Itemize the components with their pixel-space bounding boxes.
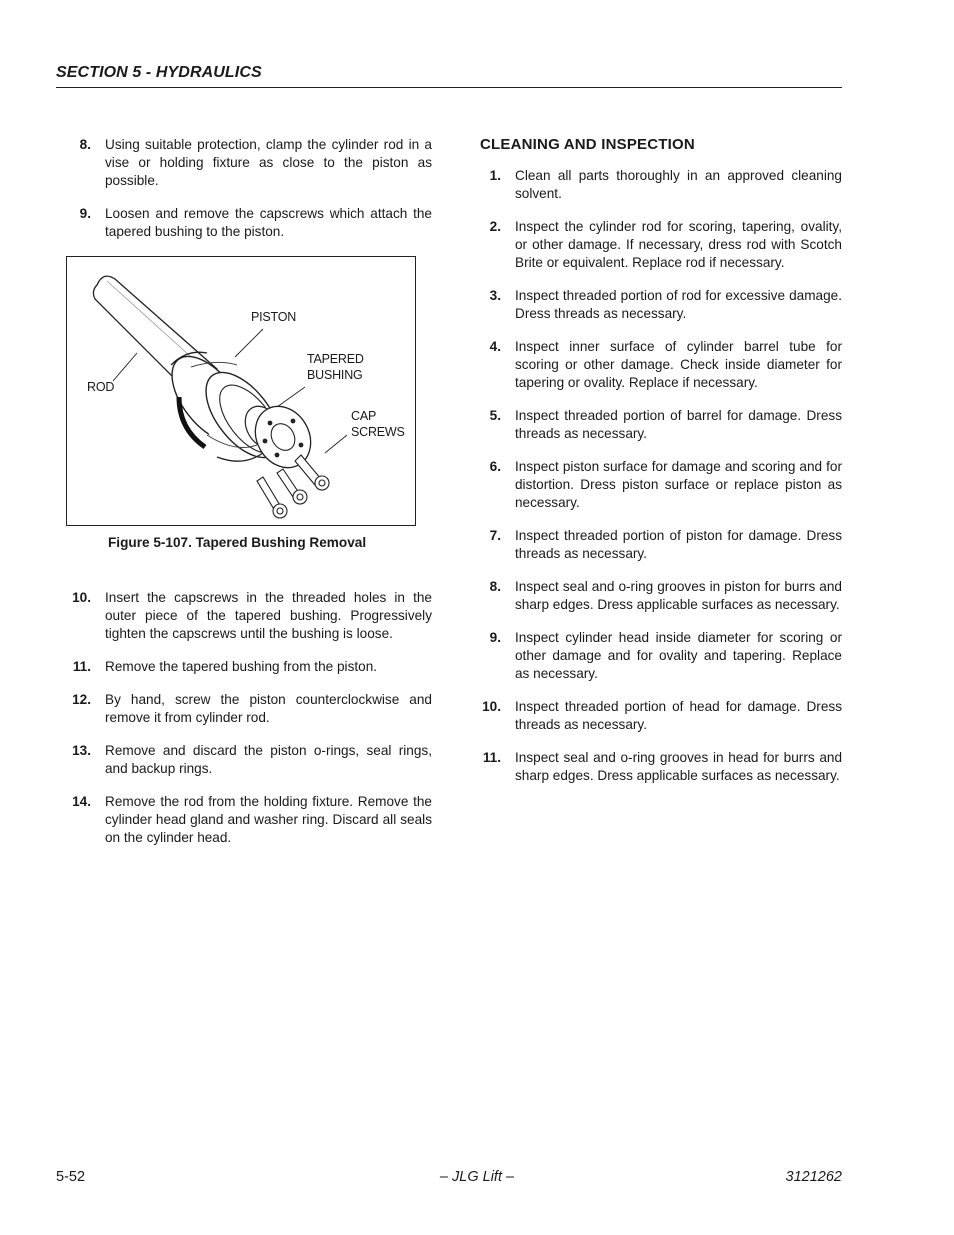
step-11 xyxy=(66,658,432,676)
step-text: Inspect piston surface for damage and scoring and for distortion. Dress piston surface or replace piston as necessary. xyxy=(515,459,842,510)
step-number: 1. xyxy=(489,168,501,183)
step-text: Remove and discard the piston o-rings, seal rings, and backup rings. xyxy=(105,743,432,776)
step-text: Remove the rod from the holding fixture. Remove the cylinder head gland and washer ring. Discard all seals on the cylinder head. xyxy=(105,794,432,845)
label-bushing: BUSHING xyxy=(307,368,363,382)
label-tapered: TAPERED xyxy=(307,352,364,366)
label-rod: ROD xyxy=(87,380,115,394)
inspect-step-7 xyxy=(480,527,842,563)
step-number: 11. xyxy=(482,750,501,765)
step-number: 8. xyxy=(79,137,91,152)
footer-brand: – JLG Lift – xyxy=(439,1169,515,1185)
inspect-step-4 xyxy=(480,338,842,392)
step-number: 11. xyxy=(72,659,91,674)
figure-tapered-bushing xyxy=(66,256,416,526)
left-column xyxy=(66,136,432,862)
step-number: 8. xyxy=(489,579,501,594)
step-text: Inspect threaded portion of head for damage. Dress threads as necessary. xyxy=(515,699,842,732)
step-text: Insert the capscrews in the threaded holes in the outer piece of the tapered bushing. Progressively tighten the capscrews until the bushing is loose. xyxy=(105,590,432,641)
step-number: 3. xyxy=(489,288,501,303)
step-text: Inspect threaded portion of piston for damage. Dress threads as necessary. xyxy=(515,528,842,561)
inspect-step-5 xyxy=(480,407,842,443)
cleaning-inspection-heading: CLEANING AND INSPECTION xyxy=(480,136,695,153)
step-number: 7. xyxy=(489,528,501,543)
step-number: 10. xyxy=(72,590,91,605)
step-9 xyxy=(66,205,432,241)
document-number: 3121262 xyxy=(785,1169,842,1185)
step-number: 5. xyxy=(489,408,501,423)
inspect-step-6 xyxy=(480,458,842,512)
step-number: 10. xyxy=(482,699,501,714)
right-column xyxy=(480,136,842,800)
step-number: 14. xyxy=(72,794,91,809)
inspect-step-8 xyxy=(480,578,842,614)
label-cap: CAP xyxy=(351,409,377,423)
step-text: Inspect the cylinder rod for scoring, tapering, ovality, or other damage. If necessary, dress rod with Scotch Brite or equivalent. Replace rod if necessary. xyxy=(515,219,842,270)
step-number: 6. xyxy=(489,459,501,474)
step-14 xyxy=(66,793,432,847)
step-10 xyxy=(66,589,432,643)
step-text: Inspect threaded portion of rod for excessive damage. Dress threads as necessary. xyxy=(515,288,842,321)
step-text: Inspect inner surface of cylinder barrel tube for scoring or other damage. Check inside diameter for tapering or ovality. Replace if necessary. xyxy=(515,339,842,390)
step-text: Inspect seal and o-ring grooves in piston for burrs and sharp edges. Dress applicable surfaces as necessary. xyxy=(515,579,842,612)
step-text: Clean all parts thoroughly in an approved cleaning solvent. xyxy=(515,168,842,201)
inspect-step-11 xyxy=(480,749,842,785)
tapered-bushing-illustration xyxy=(67,257,417,527)
step-number: 9. xyxy=(489,630,501,645)
step-8 xyxy=(66,136,432,190)
step-text: Remove the tapered bushing from the piston. xyxy=(105,659,378,674)
step-13 xyxy=(66,742,432,778)
label-piston: PISTON xyxy=(251,310,297,324)
inspect-step-3 xyxy=(480,287,842,323)
step-text: Loosen and remove the capscrews which attach the tapered bushing to the piston. xyxy=(105,206,432,239)
page-header xyxy=(56,64,842,88)
section-title: SECTION 5 - HYDRAULICS xyxy=(56,64,262,81)
label-screws: SCREWS xyxy=(351,425,405,439)
figure-caption: Figure 5-107. Tapered Bushing Removal xyxy=(108,535,367,550)
step-text: Inspect threaded portion of barrel for damage. Dress threads as necessary. xyxy=(515,408,842,441)
step-12 xyxy=(66,691,432,727)
step-number: 13. xyxy=(72,743,91,758)
step-number: 2. xyxy=(489,219,501,234)
step-text: By hand, screw the piston counterclockwise and remove it from cylinder rod. xyxy=(105,692,432,725)
step-text: Inspect cylinder head inside diameter for scoring or other damage and for ovality and tapering. Replace as necessary. xyxy=(515,630,842,681)
inspect-step-1 xyxy=(480,167,842,203)
step-number: 12. xyxy=(72,692,91,707)
step-number: 4. xyxy=(489,339,501,354)
inspect-step-10 xyxy=(480,698,842,734)
step-text: Inspect seal and o-ring grooves in head for burrs and sharp edges. Dress applicable surfaces as necessary. xyxy=(515,750,842,783)
step-number: 9. xyxy=(79,206,91,221)
inspect-step-9 xyxy=(480,629,842,683)
page-number: 5-52 xyxy=(56,1169,86,1185)
step-text: Using suitable protection, clamp the cylinder rod in a vise or holding fixture as close to the piston as possible. xyxy=(105,137,432,188)
inspect-step-2 xyxy=(480,218,842,272)
